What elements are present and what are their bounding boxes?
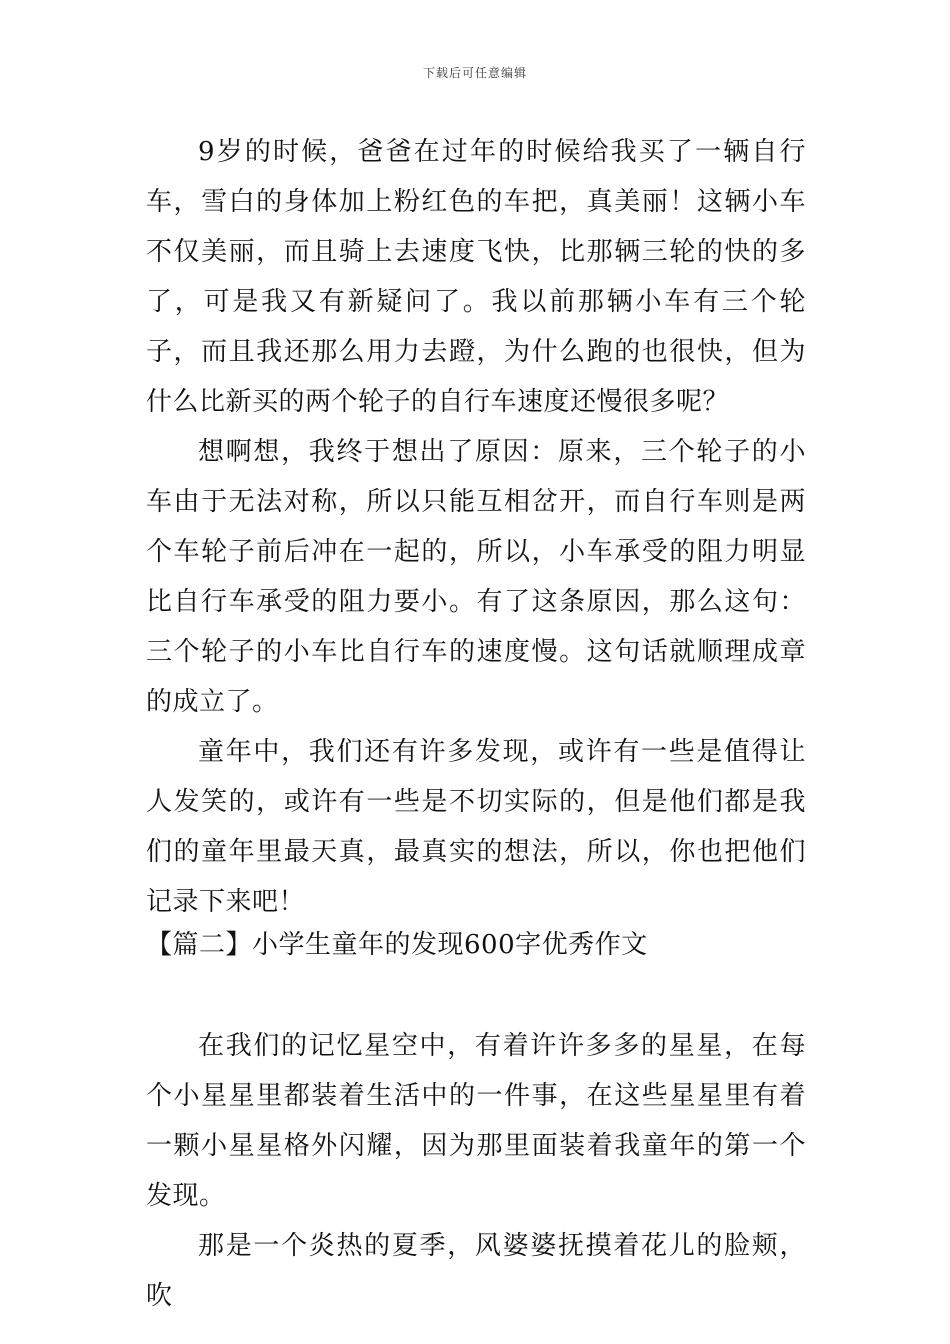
page-header: 下载后可任意编辑 — [422, 66, 527, 80]
section-one — [146, 127, 806, 927]
paragraph: 那是一个炎热的夏季，风婆婆抚摸着花儿的脸颊，吹 — [146, 1231, 806, 1311]
section-heading: 【篇二】小学生童年的发现600字优秀作文 — [146, 930, 648, 960]
paragraph: 9岁的时候，爸爸在过年的时候给我买了一辆自行车，雪白的身体加上粉红色的车把，真美丽！这辆小车不仅美丽，而且骑上去速度飞快，比那辆三轮的快的多了，可是我又有新疑问了。我以前那辆小车有三个轮子，而且我还那么用力去蹬，为什么跑的也很快，但为什么比新买的两个轮子的自行车速度还慢很多呢？ — [146, 137, 806, 417]
paragraph: 想啊想，我终于想出了原因：原来，三个轮子的小车由于无法对称，所以只能互相岔开，而自行车则是两个车轮子前后冲在一起的，所以，小车承受的阻力明显比自行车承受的阻力要小。有了这条原因，那么这句：三个轮子的小车比自行车的速度慢。这句话就顺理成章的成立了。 — [146, 437, 806, 717]
paragraph: 童年中，我们还有许多发现，或许有一些是值得让人发笑的，或许有一些是不切实际的，但是他们都是我们的童年里最天真，最真实的想法，所以，你也把他们记录下来吧！ — [146, 737, 806, 917]
section-two — [146, 1021, 806, 1321]
paragraph: 在我们的记忆星空中，有着许许多多的星星，在每个小星星里都装着生活中的一件事，在这些星星里有着一颗小星星格外闪耀，因为那里面装着我童年的第一个发现。 — [146, 1031, 806, 1211]
